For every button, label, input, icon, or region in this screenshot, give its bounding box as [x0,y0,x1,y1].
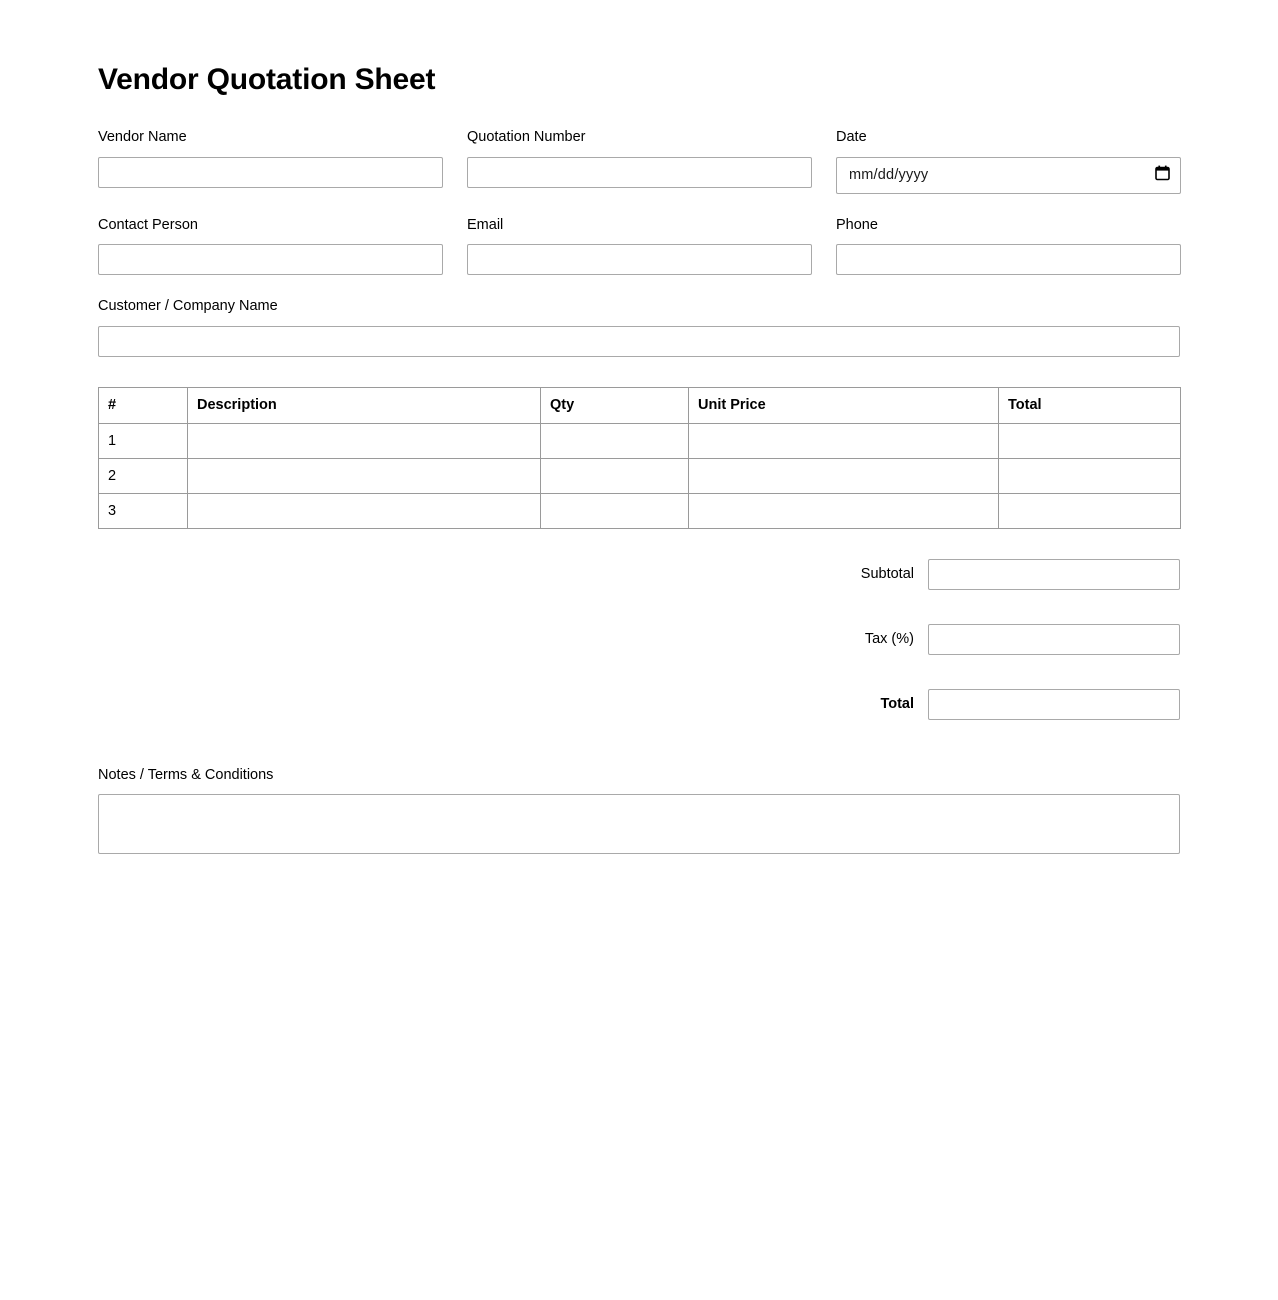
cell-qty[interactable] [541,423,689,458]
email-input[interactable] [467,244,812,275]
cell-unit-price[interactable] [689,458,999,493]
date-input[interactable] [836,157,1181,194]
customer-company-name-label: Customer / Company Name [98,298,278,315]
date-label: Date [836,129,867,145]
notes-section [98,766,1180,855]
tax-input[interactable] [928,624,1180,655]
line-items-table-body [99,423,1181,528]
column-header-description: Description [188,387,541,423]
field-row-contact-info [98,216,1180,276]
field-quotation-number [467,128,812,194]
cell-row-number: 2 [99,458,188,493]
notes-label: Notes / Terms & Conditions [98,766,274,783]
cell-description[interactable] [188,423,541,458]
contact-person-label: Contact Person [98,216,198,233]
phone-input[interactable] [836,244,1181,275]
page-title: Vendor Quotation Sheet [98,63,436,96]
column-header-unit-price: Unit Price [689,387,999,423]
cell-total[interactable] [999,458,1181,493]
totals-row-subtotal [861,559,1180,590]
cell-row-number: 3 [99,493,188,528]
calendar-icon[interactable] [1155,165,1170,186]
table-row[interactable] [99,493,1181,528]
field-email [467,216,812,276]
cell-unit-price[interactable] [689,423,999,458]
cell-total[interactable] [999,423,1181,458]
line-items-table [98,387,1181,529]
subtotal-label: Subtotal [860,566,914,583]
column-header-total: Total [999,387,1181,423]
cell-qty[interactable] [541,458,689,493]
contact-person-input[interactable] [98,244,443,275]
field-contact-person [98,216,443,276]
table-row[interactable] [99,423,1181,458]
field-vendor-name [98,128,443,194]
line-items-table-head [99,387,1181,423]
cell-description[interactable] [188,458,541,493]
field-customer-company-name [98,297,1180,357]
column-header-number: # [99,387,188,423]
phone-label: Phone [836,216,878,233]
email-label: Email [467,216,504,233]
quotation-number-input[interactable] [467,157,812,188]
field-phone [836,216,1181,276]
cell-qty[interactable] [541,493,689,528]
subtotal-input[interactable] [928,559,1180,590]
vendor-name-input[interactable] [98,157,443,188]
table-row[interactable] [99,458,1181,493]
column-header-qty: Qty [541,387,689,423]
totals-row-total [880,689,1180,720]
total-input[interactable] [928,689,1180,720]
totals-section [98,559,1180,720]
field-date [836,128,1181,194]
table-header-row [99,387,1181,423]
notes-textarea[interactable] [98,794,1180,854]
cell-unit-price[interactable] [689,493,999,528]
cell-description[interactable] [188,493,541,528]
quotation-number-label: Quotation Number [467,129,586,145]
customer-company-name-input[interactable] [98,326,1180,357]
cell-total[interactable] [999,493,1181,528]
vendor-name-label: Vendor Name [98,129,187,145]
tax-label: Tax (%) [864,631,914,648]
field-row-vendor-info [98,128,1180,194]
cell-row-number: 1 [99,423,188,458]
line-items-section [98,387,1180,529]
date-placeholder-text: mm/dd/yyyy [849,167,929,184]
totals-row-tax [865,624,1180,655]
total-label: Total [880,696,914,713]
